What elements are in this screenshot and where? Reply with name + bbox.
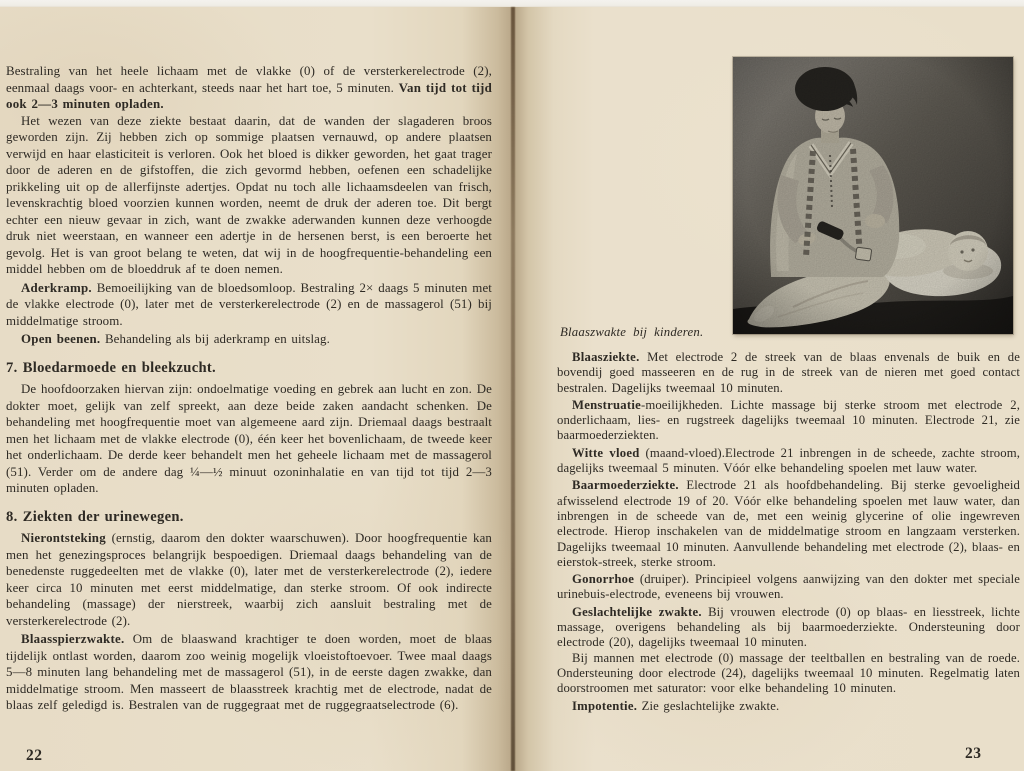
entry-nierontsteking-text: (ernstig, daarom den dokter waarschuwen). Door hoogfrequentie kan men het genezingsproces belangrijk bespoedigen. Driemaal daags behandeling van de benedenste ruggedeelten met de vlakke (0), later met de versterkerelectrode (2), iedere keer circa 10 minuten met eerst middelmatige, dan sterke stroom. Of ook indirecte behandeling (massage) der nierstreek, waarbij zich aansluit bestraling met de versterkerelectrode (2). (6, 531, 492, 628)
entry-baarmoederziekte-text: Electrode 21 als hoofdbehandeling. Bij sterke gevoeligheid afwisselend electrode 19 of 20. Vóór elke behandeling spoelen met lauw water, dan inbrengen in de scheede van de, met een weinig glycerine of olie ingewreven electrode. Hierop inschakelen van de middelmatige stroom en langzaam versterken. Dagelijks tweemaal 10 minuten. Aanvullende behandeling met electrode (2), blaas- en eierstok-streek, sterke stroom. (557, 478, 1020, 569)
treatment-photo (733, 57, 1013, 334)
entry-nierontsteking (6, 530, 492, 629)
entry-geslachtelijke-zwakte-text: Bij vrouwen electrode (0) op blaas- en liesstreek, lichte massage, overigens behandeling als bij baarmoederziekte. Ondersteuning door electrode (20), dagelijks tweemaal 10 minuten. (557, 604, 1020, 650)
entry-witte-vloed (557, 446, 1020, 477)
entry-menstruatie-text: -moeilijkheden. Lichte massage bij sterke stroom met electrode 2, onderlichaam, lies- en rugstreek dagelijks tweemaal 10 minuten. Electrode 21, zie baarmoederziekten. (557, 397, 1020, 443)
entry-open-beenen-text: Behandeling als bij aderkramp en uitslag. (100, 332, 330, 346)
term-nierontsteking: Nierontsteking (21, 531, 106, 545)
term-gonorrhoe: Gonorrhoe (572, 572, 635, 587)
right-text-column (557, 348, 1020, 760)
paragraph-bestraling-text: Bestraling van het heele lichaam met de vlakke (0) of de versterkerelectrode (2), eenmaal daags voor- en achterkant, steeds naar het hart toe, 5 minuten. (6, 64, 492, 95)
page-number-right: 23 (965, 745, 982, 762)
section-7-heading: 7. Bloedarmoede en bleekzucht. (6, 359, 217, 376)
left-text-column (6, 63, 492, 763)
entry-witte-vloed-text: (maand-vloed).Electrode 21 inbrengen in de scheede, zachte stroom, dagelijks tweemaal 5 minuten. Vóór elke behandeling spoelen met lauw water. (557, 445, 1020, 476)
entry-blaasziekte (557, 350, 1020, 396)
entry-gonorrhoe (557, 572, 1020, 603)
entry-impotentie (557, 699, 1020, 714)
term-blaasziekte: Blaasziekte. (572, 350, 640, 364)
paragraph-het-wezen: Het wezen van deze ziekte bestaat daarin, dat de wanden der slagaderen broos geworden zijn. Zij hebben zich op sommige plaatsen vernauwd, op andere plaatsen verwijd en haar elasticiteit is verloren. Ook het bloed is dikker geworden, het gaat trager door de aderen en de gifstoffen, die zich gevormd hebben, oefenen een schadelijke prikkeling uit op de allerfijnste adertjes. Opdat nu toch alle lichaamsdeelen van frisch, levenskrachtig bloed voorzien kunnen worden, neemt de druk der aderen toe. Dit bergt echter een nieuw gevaar in zich, want de zwakke aderwanden kunnen deze verhoogde druk niet weerstaan, en wanneer een adertje in de hersenen berst, is een beroerte het gevolg. Het is van groot belang te weten, dat wij in de hoogfrequentie-behandeling een middel hebben om de bloeddruk af te doen nemen. (6, 113, 492, 276)
paragraph-bij-mannen: Bij mannen met electrode (0) massage der teeltballen en bestraling van de roede. Ondersteuning door electrode (24), dagelijks tweemaal 10 minuten. Regelmatig laten doorstroomen met saturator: voor elke behandeling 10 minuten. (557, 650, 1020, 696)
entry-baarmoederziekte (557, 478, 1020, 570)
section-8-heading: 8. Ziekten der urinewegen. (6, 508, 184, 525)
term-geslachtelijke-zwakte: Geslachtelijke zwakte. (572, 604, 702, 619)
page-number-left: 22 (26, 747, 43, 764)
term-witte-vloed: Witte vloed (572, 445, 640, 460)
section-7-body: De hoofdoorzaken hiervan zijn: ondoelmatige voeding en gebrek aan lucht en zon. De dokter moet, gelijk van zelf spreekt, aan deze beide zaken aandacht schenken. De behandeling met hoogfrequentie moet van algemeene aard zijn. Driemaal daags bestraalt men het lichaam met de vlakke electrode (0), één keer het bovenlichaam, de tweede keer het onderlichaam. De derde keer behandelt men het geheele lichaam met de massagerol (51). Verder om de andere dag ¼—½ minuut ozoninhalatie en van tijd tot tijd 2—3 minuten opladen. (6, 382, 492, 495)
paragraph-bestraling (6, 63, 492, 113)
entry-geslachtelijke-zwakte (557, 605, 1020, 651)
entry-blaasspierzwakte-text: Om de blaaswand krachtiger te doen worden, moet de blaas tijdelijk ontlast worden, daarom zoo weinig mogelijk vloeistoftoevoer. Twee maal daags 5—8 minuten lang behandeling met de massagerol (51), in de eerste dagen zwakke, dan middelmatige stroom. Men masseert de blaasstreek krachtig met de electrode, nadat de blaas zelf geledigd is. Bestralen van de ruggegraat met de ruggegraatselectrode (6). (6, 632, 492, 712)
entry-menstruatie (557, 398, 1020, 444)
photo-illustration (733, 57, 1013, 334)
entry-aderkramp (6, 280, 492, 330)
page-left (0, 7, 513, 771)
term-impotentie: Impotentie. (572, 698, 638, 713)
book-gutter-crease (511, 7, 515, 771)
photo-caption: Blaaszwakte bij kinderen. (560, 325, 704, 339)
photo-vignette (733, 57, 1013, 334)
entry-aderkramp-text: Bemoeilijking van de bloedsomloop. Bestraling 2× daags 5 minuten met de vlakke electrode (0), later met de versterkerelectrode (2) en de massagerol (51) bij middelmatige stroom. (6, 280, 492, 328)
entry-impotentie-text: Zie geslachtelijke zwakte. (637, 698, 780, 713)
paragraph-bestraling-bold-note: Van tijd tot tijd ook 2—3 minuten opladen. (6, 80, 492, 111)
term-menstruatie: Menstruatie (572, 397, 641, 412)
term-blaasspierzwakte: Blaasspierzwakte. (21, 632, 125, 646)
page-right (513, 7, 1024, 771)
term-aderkramp: Aderkramp. (21, 280, 92, 295)
entry-open-beenen (6, 331, 492, 348)
entry-blaasspierzwakte (6, 631, 492, 714)
entry-blaasziekte-text: Met electrode 2 de streek van de blaas envenals de buik en de bovendij goed masseeren en de rug in de streek van de nieren met goed contact bestralen. Dagelijks tweemaal 10 minuten. (557, 350, 1020, 395)
term-baarmoederziekte: Baarmoederziekte. (572, 478, 679, 493)
term-open-beenen: Open beenen. (21, 332, 101, 346)
entry-gonorrhoe-text: (druiper). Principieel volgens aanwijzing van den dokter met speciale urinebuis-electrode, eveneens bij vrouwen. (557, 572, 1020, 602)
